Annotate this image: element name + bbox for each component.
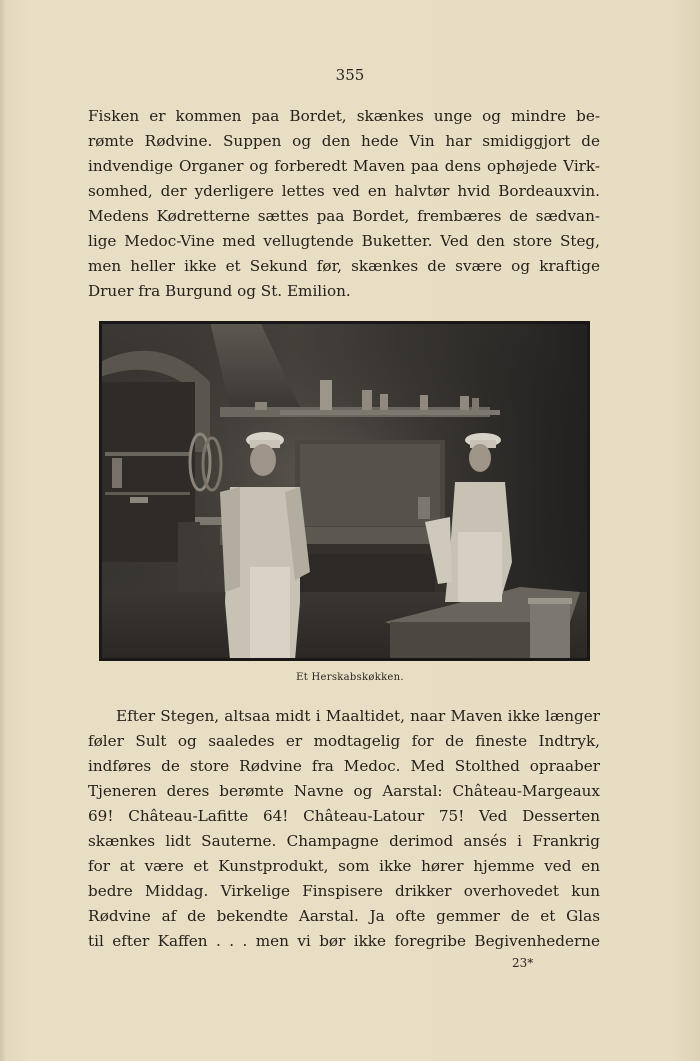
text-line: somhed, der yderligere lettes ved en halvtør hvid Bordeauxvin. bbox=[88, 182, 600, 200]
text-line: lige Medoc-Vine med vellugtende Buketter. Ved den store Steg, bbox=[88, 232, 600, 250]
text-line: skænkes lidt Sauterne. Champagne derimod ansés i Frankrig bbox=[88, 832, 600, 850]
kitchen-photograph bbox=[99, 321, 590, 661]
text-line: 69! Château-Lafitte 64! Château-Latour 75! Ved Desserten bbox=[88, 807, 600, 825]
text-line: indføres de store Rødvine fra Medoc. Med Stolthed opraaber bbox=[88, 757, 600, 775]
text-line: bedre Middag. Virkelige Finspisere drikker overhovedet kun bbox=[88, 882, 600, 900]
text-line: Druer fra Burgund og St. Emilion. bbox=[88, 282, 351, 300]
text-line: Efter Stegen, altsaa midt i Maaltidet, naar Maven ikke længer bbox=[116, 707, 600, 725]
text-line: rømte Rødvine. Suppen og den hede Vin har smidiggjort de bbox=[88, 132, 600, 150]
text-line: Fisken er kommen paa Bordet, skænkes unge og mindre be- bbox=[88, 107, 600, 125]
figure-caption: Et Herskabskøkken. bbox=[296, 672, 404, 683]
text-line: men heller ikke et Sekund før, skænkes de svære og kraftige bbox=[88, 257, 600, 275]
text-line: for at være et Kunstprodukt, som ikke hører hjemme ved en bbox=[88, 857, 600, 875]
text-line: til efter Kaffen . . . men vi bør ikke foregribe Begivenhederne bbox=[88, 932, 600, 950]
paragraph-bottom bbox=[88, 704, 600, 954]
paragraph-top bbox=[88, 104, 600, 304]
text-line: indvendige Organer og forberedt Maven paa dens ophøjede Virk- bbox=[88, 157, 600, 175]
text-line: Tjeneren deres berømte Navne og Aarstal: Château-Margeaux bbox=[88, 782, 600, 800]
page-number: 355 bbox=[335, 66, 365, 84]
text-line: føler Sult og saaledes er modtagelig for de fineste Indtryk, bbox=[88, 732, 600, 750]
signature-mark: 23* bbox=[512, 956, 534, 970]
text-line: Medens Kødretterne sættes paa Bordet, frembæres de sædvan- bbox=[88, 207, 600, 225]
text-line: Rødvine af de bekendte Aarstal. Ja ofte gemmer de et Glas bbox=[88, 907, 600, 925]
